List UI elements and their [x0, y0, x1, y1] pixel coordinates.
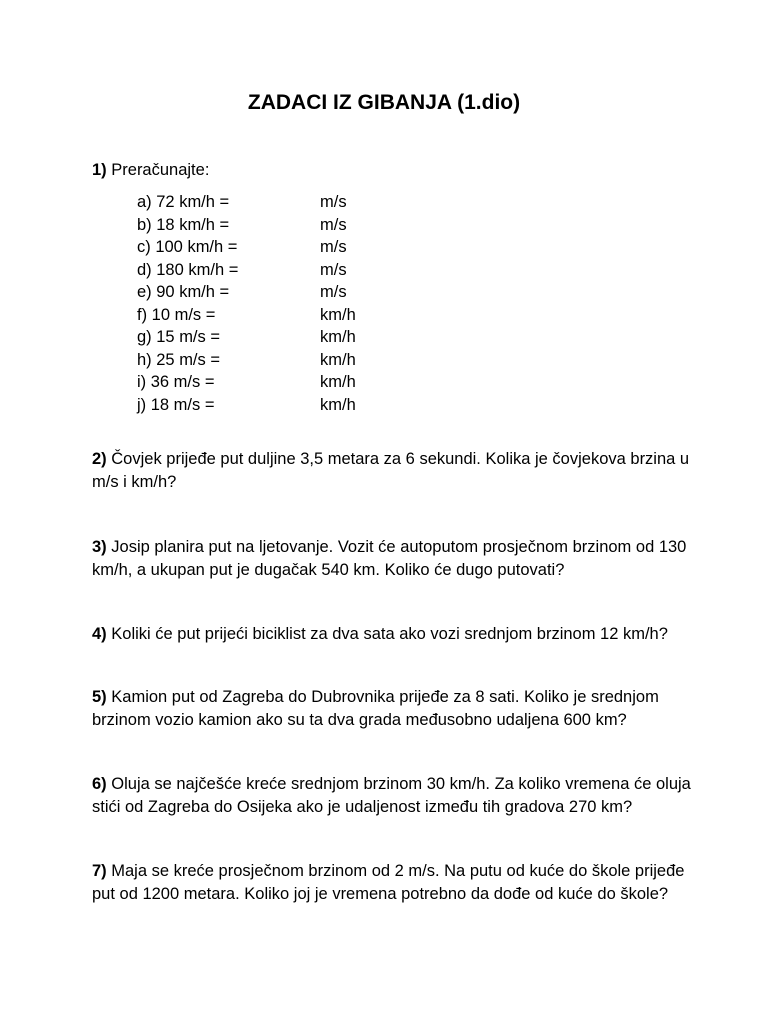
task-3: [92, 536, 692, 581]
conversion-expression: f) 10 m/s =: [137, 305, 216, 324]
conversion-row: [137, 326, 356, 349]
conversion-unit: km/h: [320, 373, 356, 391]
conversion-row: [137, 304, 356, 327]
conversion-unit: m/s: [320, 260, 347, 279]
conversion-row: [137, 191, 356, 214]
conversion-unit: m/s: [320, 215, 347, 234]
conversion-expression: c) 100 km/h =: [137, 238, 238, 256]
task-number: 6): [92, 775, 107, 793]
conversion-unit: km/h: [320, 328, 356, 346]
task-5: [92, 686, 692, 731]
task-7: [92, 860, 692, 905]
task-text: Čovjek prijeđe put duljine 3,5 metara za 6 sekundi. Kolika je čovjekova brzina u m/s i km/h?: [92, 450, 690, 491]
task-text: Maja se kreće prosječnom brzinom od 2 m/s. Na putu od kuće do škole prijeđe put od 1200 metara. Koliko joj je vremena potrebno da dođe od kuće do škole?: [92, 862, 685, 903]
task-number: 5): [92, 688, 107, 706]
task-text: Josip planira put na ljetovanje. Vozit će autoputom prosječnom brzinom od 130 km/h, a ukupan put je dugačak 540 km. Koliko će dugo putovati?: [92, 538, 687, 579]
conversion-expression: b) 18 km/h =: [137, 215, 230, 234]
conversion-row: [137, 371, 356, 394]
document-title: ZADACI IZ GIBANJA (1.dio): [247, 91, 521, 114]
task-4: [92, 623, 692, 646]
task-text: Oluja se najčešće kreće srednjom brzinom 30 km/h. Za koliko vremena će oluja stići od Zagreba do Osijeka ako je udaljenost između tih gradova 270 km?: [92, 775, 691, 816]
conversion-expression: d) 180 km/h =: [137, 260, 239, 279]
conversion-unit: km/h: [320, 350, 356, 369]
conversion-row: [137, 281, 356, 304]
conversion-unit: m/s: [320, 238, 347, 256]
task-number: 7): [92, 862, 107, 880]
conversion-row: [137, 349, 356, 372]
conversion-expression: h) 25 m/s =: [137, 350, 220, 369]
task-number: 4): [92, 625, 107, 643]
conversion-unit: m/s: [320, 283, 347, 301]
conversion-unit: km/h: [320, 395, 356, 414]
conversion-unit: m/s: [320, 193, 347, 211]
task-text: Preračunajte:: [111, 161, 210, 179]
conversion-unit: km/h: [320, 305, 356, 324]
task-1: [92, 159, 692, 182]
task-6: [92, 773, 692, 818]
conversion-row: [137, 214, 356, 237]
task-number: 3): [92, 538, 107, 556]
conversion-expression: j) 18 m/s =: [137, 395, 215, 414]
conversion-expression: e) 90 km/h =: [137, 283, 230, 301]
conversion-expression: g) 15 m/s =: [137, 328, 220, 346]
conversion-expression: i) 36 m/s =: [137, 373, 215, 391]
conversion-row: [137, 236, 356, 259]
conversion-row: [137, 259, 356, 282]
task-2: [92, 448, 692, 493]
conversion-expression: a) 72 km/h =: [137, 193, 230, 211]
task-number: 1): [92, 161, 107, 179]
conversion-list: [137, 191, 356, 416]
conversion-row: [137, 394, 356, 417]
task-text: Kamion put od Zagreba do Dubrovnika prijeđe za 8 sati. Koliko je srednjom brzinom vozio kamion ako su ta dva grada međusobno udaljena 600 km?: [92, 688, 659, 729]
task-number: 2): [92, 450, 107, 468]
task-text: Koliki će put prijeći biciklist za dva sata ako vozi srednjom brzinom 12 km/h?: [111, 625, 668, 643]
